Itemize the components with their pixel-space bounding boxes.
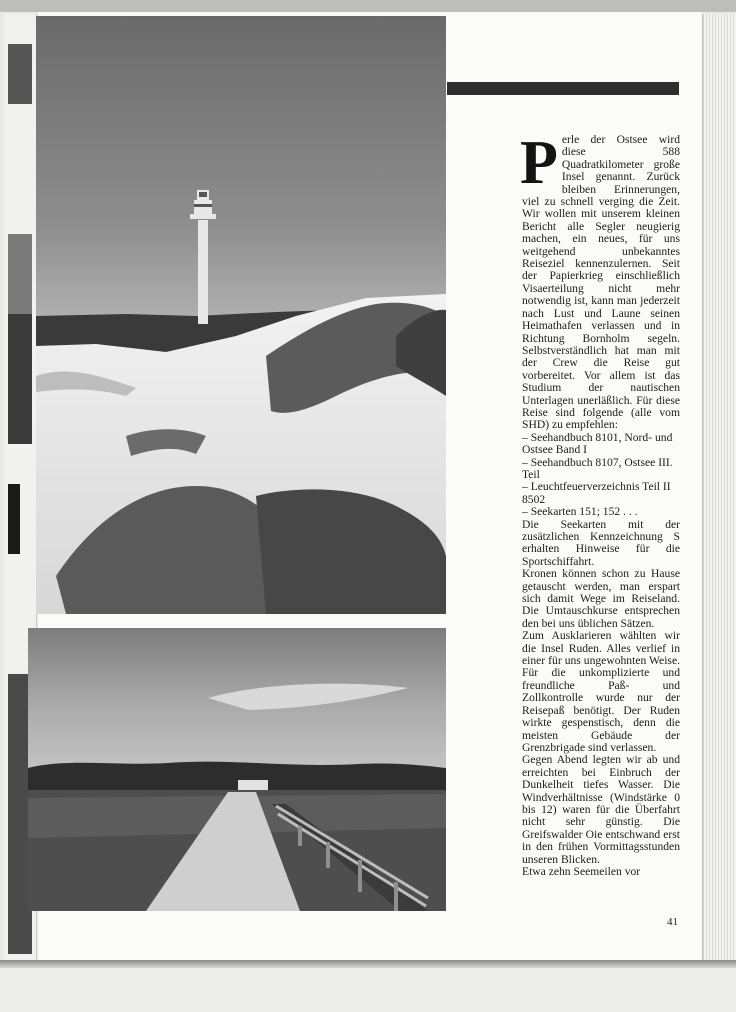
photo-lighthouse-dunes bbox=[36, 16, 446, 614]
article-paragraph: Etwa zehn Seemeilen vor bbox=[522, 864, 641, 878]
article-paragraph: Die Seekarten mit der zusätzlichen Kennzeichnung S erhalten Hinweise für die Sportschiffahrt. bbox=[522, 517, 680, 568]
binding-shadow bbox=[0, 960, 736, 968]
prev-page-photo-fragment bbox=[8, 484, 20, 554]
reference-list-item: – Seehandbuch 8101, Nord- und Ostsee Band I bbox=[522, 430, 673, 457]
book-page-edges bbox=[702, 14, 736, 960]
scan-top-edge bbox=[0, 0, 736, 12]
lighthouse-dunes-image bbox=[36, 16, 446, 614]
reference-list-item: – Seekarten 151; 152 . . . bbox=[522, 505, 638, 519]
prev-page-photo-fragment bbox=[8, 44, 32, 104]
photo-country-road bbox=[28, 628, 446, 911]
article-paragraph: Gegen Abend legten wir ab und erreichten bei Einbruch der Dunkelheit tiefes Wasser. Die Windverhältnisse (Windstärke 0 bis 12) waren für die Überfahrt nicht sehr günstig. Die Greifswalder Oie entschwand erst in den frühen Vormittagsstunden unseren Blicken. bbox=[522, 753, 680, 866]
reference-list-item: – Leuchtfeuerverzeichnis Teil II 8502 bbox=[522, 480, 671, 506]
drop-cap: P bbox=[520, 129, 558, 197]
article-body bbox=[520, 129, 680, 878]
section-header-bar bbox=[447, 82, 679, 95]
article-intro: erle der Ostsee wird diese 588 Quadratkilometer große Insel genannt. Zurück bleiben Erinnerungen, viel zu schnell verging die Zeit. Wir wollen mit unserem kleinen Bericht alle Segler neugierig machen, ein neues, für uns weitgehend unbekanntes Reiseziel kennenzulernen. Seit der Papierkrieg einschließlich Visaerteilung nicht mehr notwendig ist, kann man jederzeit nach Lust und Laune seinen Heimathafen verlassen und in Richtung Bornholm segeln. Selbstverständlich hat man mit der Crew die Reise gut vorbereitet. Vor allem ist das Studium der nautischen Unterlagen unerläßlich. Für diese Reise sind folgende (alle vom SHD) zu empfehlen: bbox=[522, 133, 680, 432]
prev-page-photo-fragment bbox=[8, 314, 32, 444]
article-paragraph: Zum Ausklarieren wählten wir die Insel Ruden. Alles verlief in einer für uns ungewohnten Weise. Für die unkomplizierte und freundliche Paß- und Zollkontrolle wurde nur der Reisepaß benötigt. Der Ruden wirkte gespenstisch, denn die meisten Gebäude der Grenzbrigade sind verlassen. bbox=[522, 629, 680, 754]
prev-page-photo-fragment bbox=[8, 234, 32, 314]
country-road-image bbox=[28, 628, 446, 911]
page-number: 41 bbox=[667, 916, 678, 928]
article-paragraph: Kronen können schon zu Hause getauscht werden, man erspart sich damit Wege im Reiseland. Die Umtauschkurse entsprechen den bei uns üblichen Sätzen. bbox=[522, 567, 680, 630]
reference-list-item: – Seehandbuch 8107, Ostsee III. Teil bbox=[522, 455, 673, 481]
